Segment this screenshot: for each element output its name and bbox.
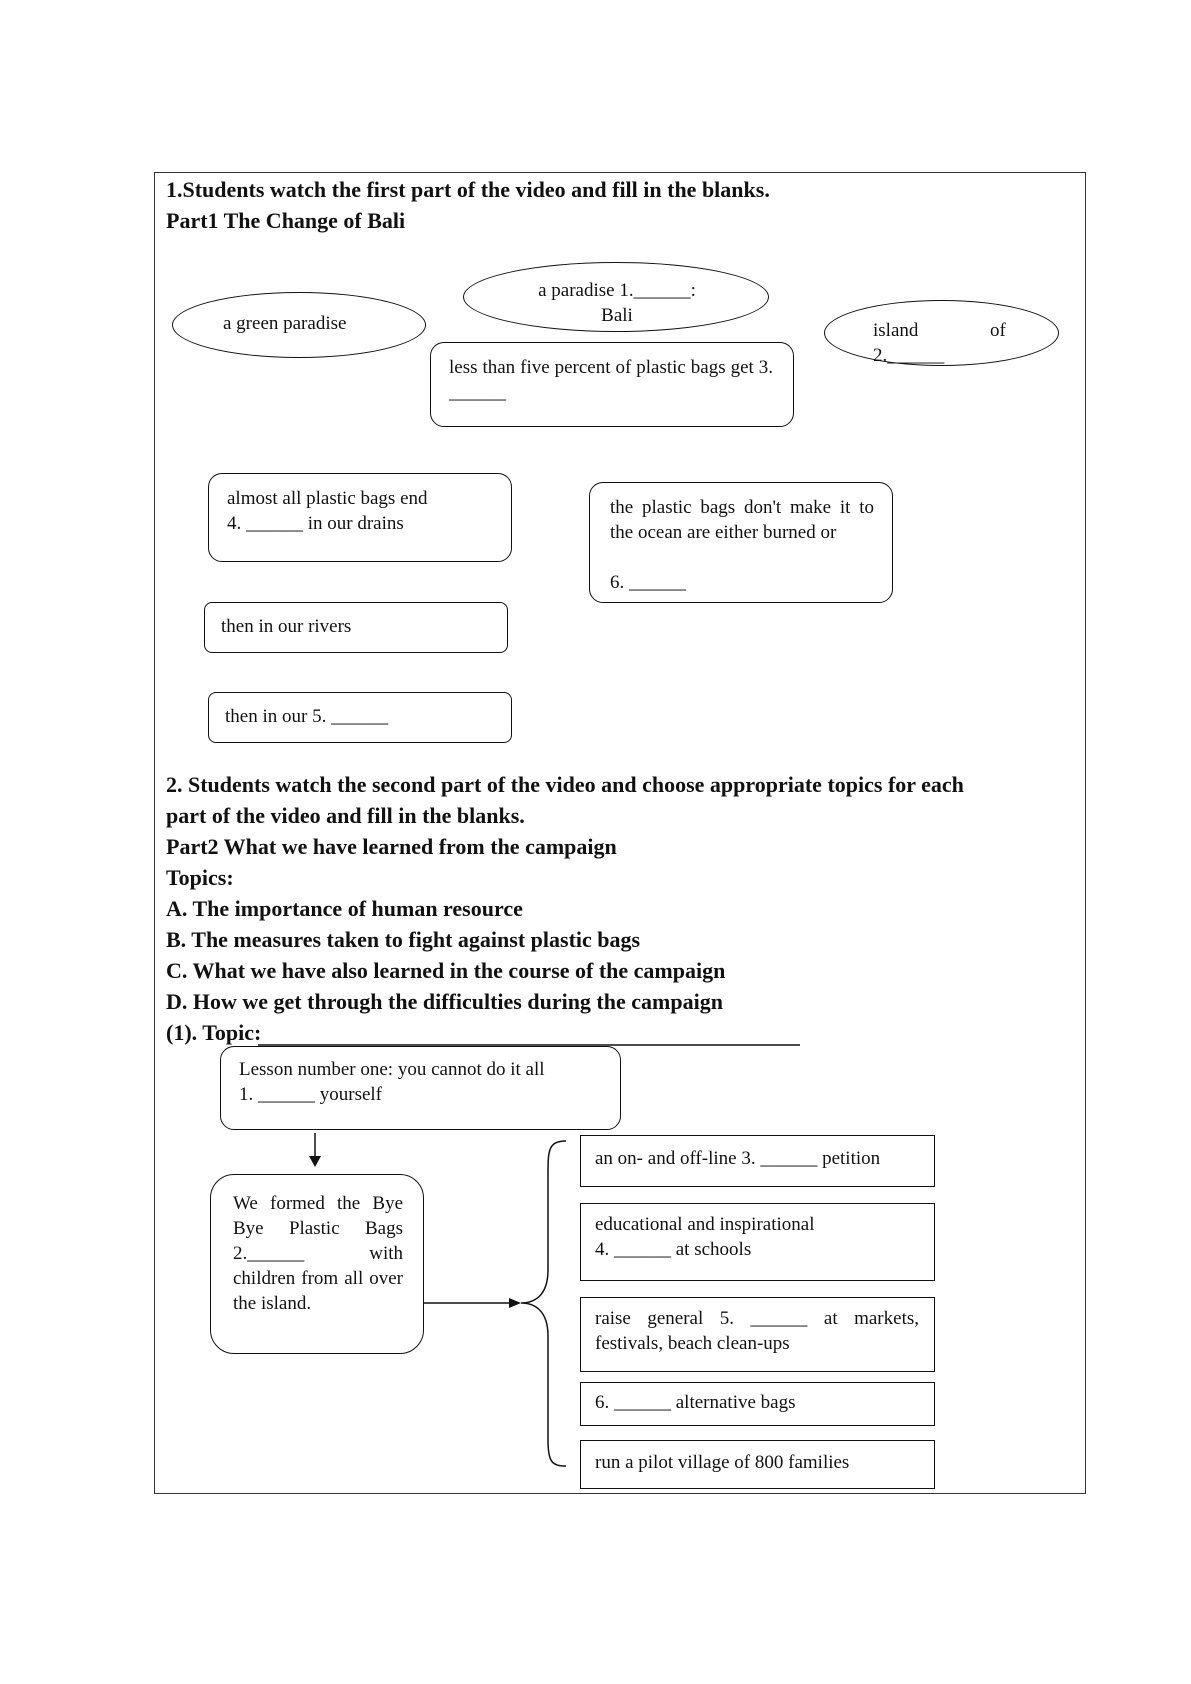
green-paradise-text: a green paradise [223, 313, 347, 334]
lesson-line1: Lesson number one: you cannot do it all [239, 1059, 545, 1080]
box-pilot-village [580, 1440, 935, 1489]
box-formed-group [210, 1174, 424, 1354]
topic-prompt: (1). Topic: [166, 1020, 262, 1045]
pilot-text: run a pilot village of 800 families [595, 1452, 850, 1473]
topics-label: Topics: [166, 865, 234, 890]
edu-line1: educational and inspirational [595, 1214, 815, 1235]
raise-text: raise general 5. ______ at markets, festivals, beach clean-ups [595, 1308, 919, 1354]
less-than-text: less than five percent of plastic bags get 3. ______ [449, 357, 773, 403]
burned-line2: 6. ______ [610, 572, 686, 593]
island-word1: island [873, 320, 919, 341]
paradise-line2: Bali [601, 305, 633, 326]
topic-a: A. The importance of human resource [166, 896, 523, 921]
paradise-line1: a paradise 1.______: [538, 280, 696, 301]
box-lesson-one [220, 1046, 621, 1130]
topic-b: B. The measures taken to fight against plastic bags [166, 927, 641, 952]
formed-text: We formed the Bye Bye Plastic Bags 2.______ with children from all over the island. [233, 1193, 403, 1314]
box-raise-awareness [580, 1297, 935, 1372]
part1-title: Part1 The Change of Bali [166, 208, 406, 233]
alt-bags-text: 6. ______ alternative bags [595, 1392, 796, 1413]
our5-text: then in our 5. ______ [225, 706, 389, 727]
curly-brace [521, 1141, 566, 1466]
island-word2: of [990, 320, 1006, 341]
box-petition [580, 1135, 935, 1187]
topic-c: C. What we have also learned in the course of the campaign [166, 958, 726, 983]
end-line1: almost all plastic bags end [227, 488, 428, 509]
right-arrow-head [509, 1298, 521, 1308]
part2-title: Part2 What we have learned from the campaign [166, 834, 617, 859]
edu-line2: 4. ______ at schools [595, 1239, 752, 1260]
section2-heading-line1: 2. Students watch the second part of the video and choose appropriate topics for each [166, 772, 964, 797]
lesson-line2: 1. ______ yourself [239, 1084, 383, 1105]
burned-line1: the plastic bags don't make it to the ocean are either burned or [610, 497, 874, 543]
section1-heading: 1.Students watch the first part of the video and fill in the blanks. [166, 177, 770, 202]
petition-text: an on- and off-line 3. ______ petition [595, 1148, 881, 1169]
rivers-text: then in our rivers [221, 616, 352, 637]
end-line2: 4. ______ in our drains [227, 513, 404, 534]
down-arrow-head [309, 1156, 321, 1167]
topic-d: D. How we get through the difficulties during the campaign [166, 989, 723, 1014]
island-blank: 2.______ [873, 345, 945, 366]
box-alternative-bags [580, 1382, 935, 1426]
box-educational [580, 1203, 935, 1281]
section2-heading-line2: part of the video and fill in the blanks. [166, 803, 525, 828]
